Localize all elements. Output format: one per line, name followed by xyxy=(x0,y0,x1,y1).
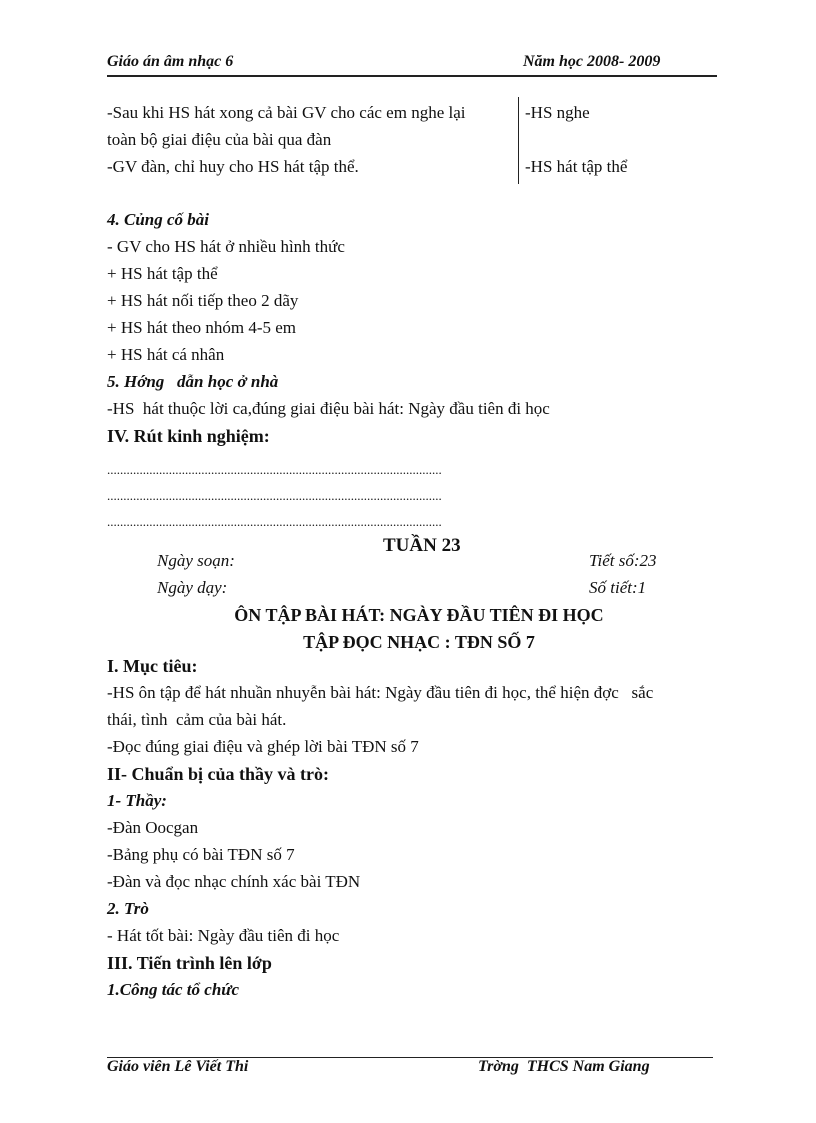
section-4-line: + HS hát theo nhóm 4-5 em xyxy=(107,318,297,337)
prep-date-label: Ngày soạn: xyxy=(157,551,235,570)
teach-date-label: Ngày dạy: xyxy=(157,578,228,597)
header-right: Năm học 2008- 2009 xyxy=(523,53,661,70)
footer-left: Giáo viên Lê Viết Thi xyxy=(107,1058,249,1075)
section-4-line: + HS hát tập thể xyxy=(107,264,218,283)
student-title: 2. Trò xyxy=(107,899,149,918)
section-4-line: - GV cho HS hát ở nhiều hình thức xyxy=(107,237,345,256)
objectives-title: I. Mục tiêu: xyxy=(107,656,198,676)
lesson-count: Số tiết:1 xyxy=(589,578,647,597)
section-5-title: 5. Hớng dẫn học ở nhà xyxy=(107,372,279,391)
week-title: TUẦN 23 xyxy=(383,535,461,556)
dotted-line: ....................................................................................................... xyxy=(107,462,442,477)
table-right-row: -HS nghe xyxy=(525,103,590,122)
student-item: - Hát tốt bài: Ngày đầu tiên đi học xyxy=(107,926,340,945)
table-left-row: toàn bộ giai điệu của bài qua đàn xyxy=(107,130,332,149)
table-left-row: -GV đàn, chỉ huy cho HS hát tập thể. xyxy=(107,157,359,176)
section-4-title: 4. Củng cố bài xyxy=(107,210,210,229)
header-left: Giáo án âm nhạc 6 xyxy=(107,53,234,70)
lesson-number: Tiết số:23 xyxy=(589,551,657,570)
table-left-row: -Sau khi HS hát xong cả bài GV cho các em nghe lại xyxy=(107,103,466,122)
section-4-line: + HS hát nối tiếp theo 2 dãy xyxy=(107,291,299,310)
lesson-title-2: TẬP ĐỌC NHẠC : TĐN SỐ 7 xyxy=(303,632,535,652)
prep-title: II- Chuẩn bị của thầy và trò: xyxy=(107,764,330,784)
lesson-title-1: ÔN TẬP BÀI HÁT: NGÀY ĐẦU TIÊN ĐI HỌC xyxy=(234,605,604,625)
process-sub-1: 1.Công tác tổ chức xyxy=(107,980,240,999)
objectives-line: -HS ôn tập để hát nhuần nhuyễn bài hát: Ngày đầu tiên đi học, thể hiện đợc sắc xyxy=(107,683,654,702)
dotted-line: ....................................................................................................... xyxy=(107,488,442,503)
section-iv-title: IV. Rút kinh nghiệm: xyxy=(107,426,270,446)
objectives-line: -Đọc đúng giai điệu và ghép lời bài TĐN số 7 xyxy=(107,737,419,756)
table-right-row: -HS hát tập thể xyxy=(525,157,628,176)
section-5-line: -HS hát thuộc lời ca,đúng giai điệu bài hát: Ngày đầu tiên đi học xyxy=(107,399,550,418)
dotted-line: ....................................................................................................... xyxy=(107,514,442,529)
teacher-title: 1- Thầy: xyxy=(107,791,167,810)
objectives-line: thái, tình cảm của bài hát. xyxy=(107,710,287,729)
process-title: III. Tiến trình lên lớp xyxy=(107,953,272,973)
table-column-divider xyxy=(518,97,519,184)
teacher-item: -Bảng phụ có bài TĐN số 7 xyxy=(107,845,295,864)
teacher-item: -Đàn Oocgan xyxy=(107,818,199,837)
header-rule xyxy=(107,75,717,77)
section-4-line: + HS hát cá nhân xyxy=(107,345,225,364)
footer-right: Trờng THCS Nam Giang xyxy=(478,1058,650,1075)
teacher-item: -Đàn và đọc nhạc chính xác bài TĐN xyxy=(107,872,361,891)
